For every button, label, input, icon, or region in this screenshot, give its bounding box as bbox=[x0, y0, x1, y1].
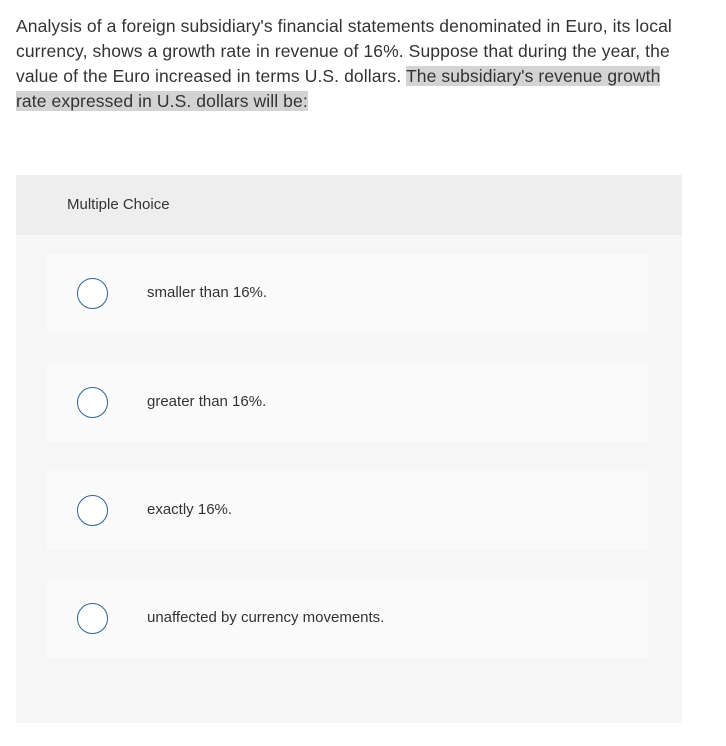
multiple-choice-title: Multiple Choice bbox=[67, 196, 170, 213]
choice-option-4[interactable] bbox=[47, 579, 648, 658]
choice-option-1[interactable] bbox=[47, 254, 648, 333]
choice-option-label: greater than 16%. bbox=[147, 393, 267, 410]
multiple-choice-header bbox=[16, 175, 682, 235]
radio-circle-icon[interactable] bbox=[77, 603, 108, 634]
question-highlighted-text: The subsidiary's revenue growth rate expressed in U.S. dollars will be: bbox=[16, 66, 661, 111]
radio-circle-icon[interactable] bbox=[77, 387, 108, 418]
choice-option-3[interactable] bbox=[47, 471, 648, 550]
question-body: Analysis of a foreign subsidiary's financial statements denominated in Euro, its local currency, shows a growth rate in revenue of 16%. Suppose that during the year, the value of the Euro increased in terms U.S. dollars. bbox=[16, 16, 672, 86]
choice-option-2[interactable] bbox=[47, 363, 648, 442]
choice-option-label: unaffected by currency movements. bbox=[147, 609, 385, 626]
question-text bbox=[16, 14, 688, 114]
choice-option-label: smaller than 16%. bbox=[147, 284, 268, 301]
radio-circle-icon[interactable] bbox=[77, 278, 108, 309]
multiple-choice-panel bbox=[16, 175, 682, 723]
choice-option-label: exactly 16%. bbox=[147, 501, 233, 518]
radio-circle-icon[interactable] bbox=[77, 495, 108, 526]
